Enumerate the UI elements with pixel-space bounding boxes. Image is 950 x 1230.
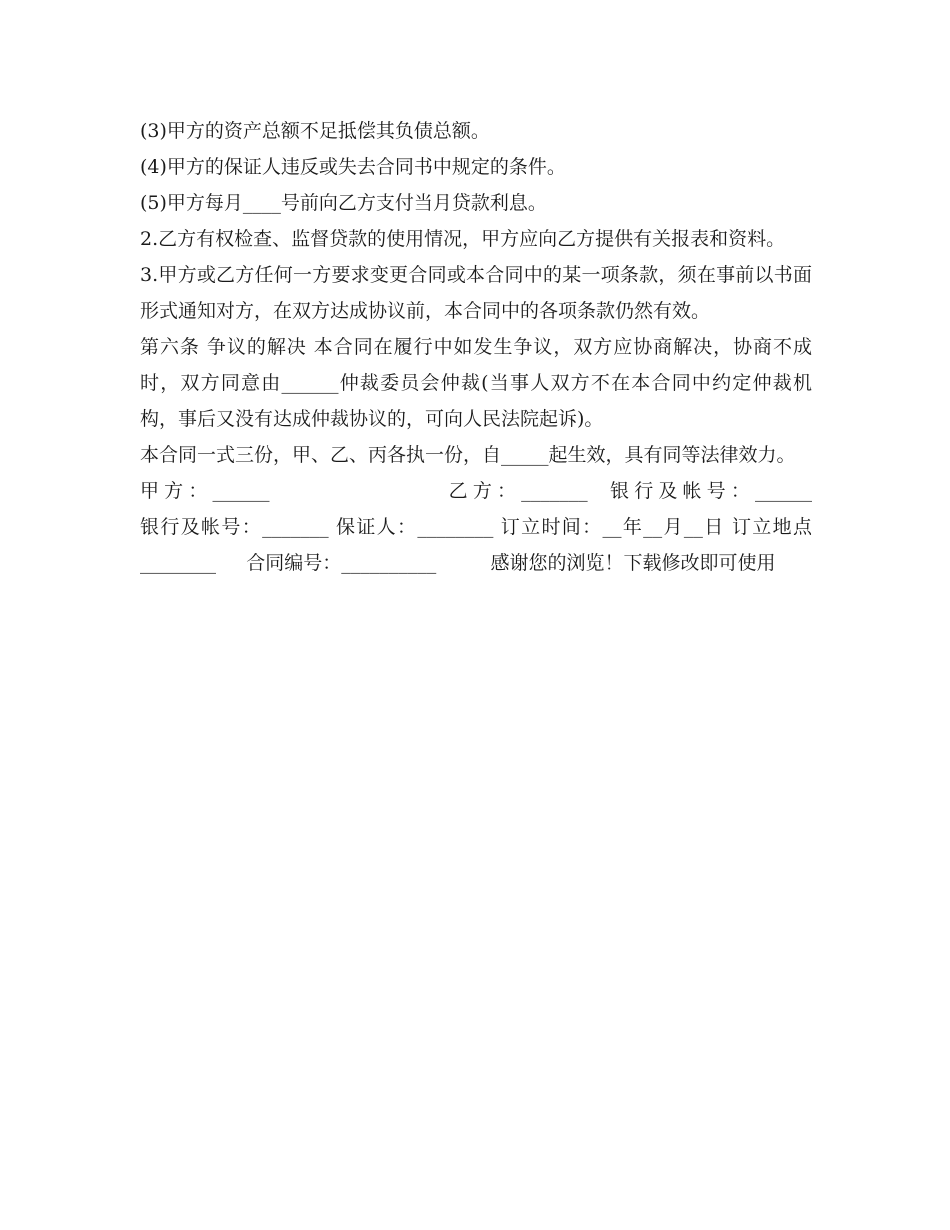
clause-3: (3)甲方的资产总额不足抵偿其负债总额。 [140,120,490,142]
document-page [140,113,812,581]
clause-4: (4)甲方的保证人违反或失去合同书中规定的条件。 [140,156,566,178]
clause-5: (5)甲方每月____号前向乙方支付当月贷款利息。 [140,192,547,214]
inspection-clause: 2.乙方有权检查、监督贷款的使用情况，甲方应向乙方提供有关报表和资料。 [140,228,786,250]
copies-clause: 本合同一式三份，甲、乙、丙各执一份，自_____起生效，具有同等法律效力。 [140,444,796,466]
dispute-resolution-clause: 第六条 争议的解决 本合同在履行中如发生争议，双方应协商解决，协商不成时，双方同意由______仲裁委员会仲裁(当事人双方不在本合同中约定仲裁机构，事后又没有达成仲裁协议的，可向人民法院起诉)。 [140,336,812,430]
signature-block: 银行及帐号：_______ 保证人：________ 订立时间：__年__月__日 订立地点________ 合同编号：__________ 感谢您的浏览！下载修改即可使用 [140,516,812,574]
modification-clause: 3.甲方或乙方任何一方要求变更合同或本合同中的某一项条款，须在事前以书面形式通知对方，在双方达成协议前，本合同中的各项条款仍然有效。 [140,264,812,322]
signature-line-parties: 甲方：______ 乙方：_______ 银行及帐号：______ [140,480,812,502]
